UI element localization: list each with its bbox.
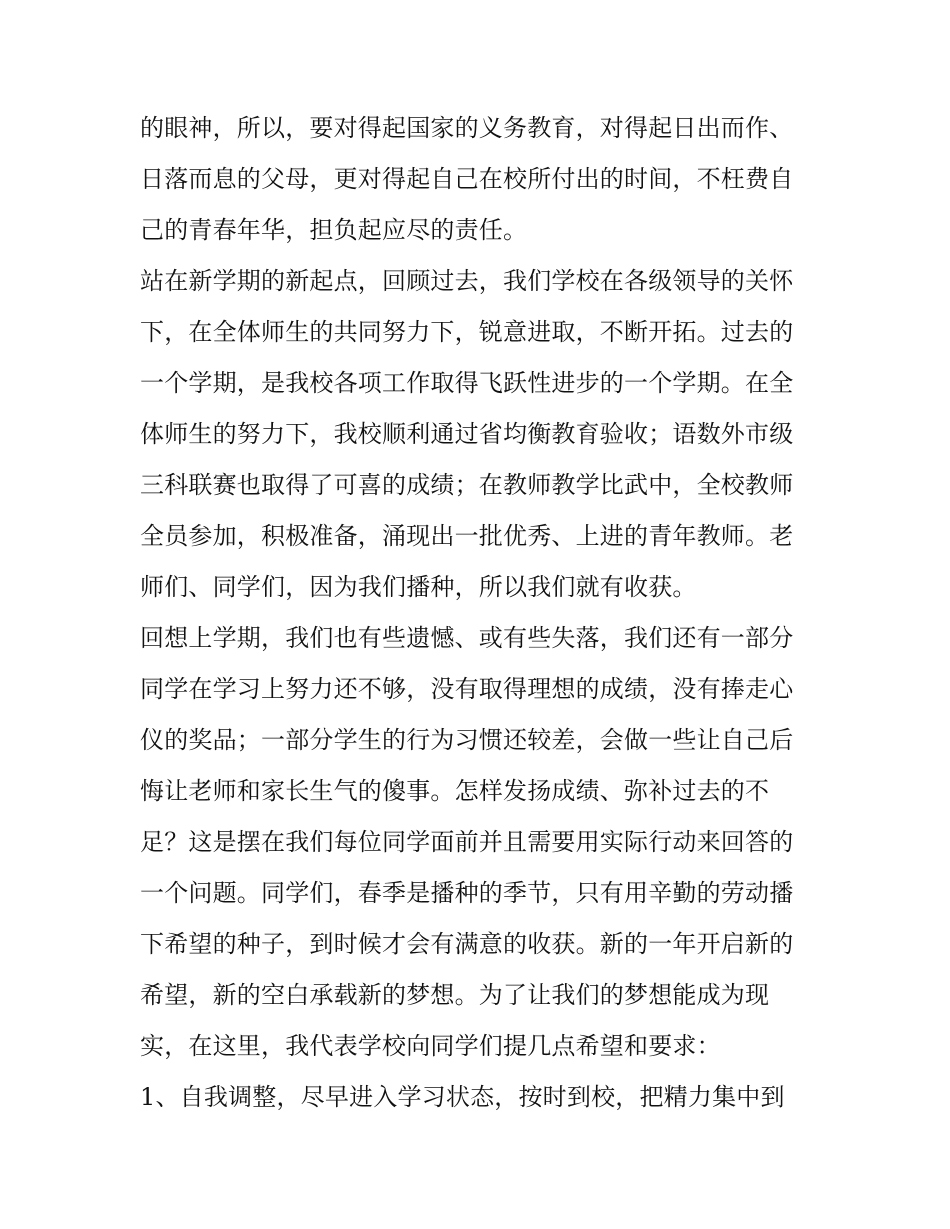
text-line: 站在新学期的新起点，回顾过去，我们学校在各级领导的关怀	[140, 267, 794, 295]
text-line: 足？这是摆在我们每位同学面前并且需要用实际行动来回答的	[140, 828, 794, 856]
text-line: 下希望的种子，到时候才会有满意的收获。新的一年开启新的	[140, 930, 794, 958]
text-line: 一个问题。同学们，春季是播种的季节，只有用辛勤的劳动播	[140, 879, 794, 907]
text-line: 一个学期，是我校各项工作取得飞跃性进步的一个学期。在全	[140, 369, 794, 397]
text-line: 三科联赛也取得了可喜的成绩；在教师教学比武中，全校教师	[140, 471, 794, 499]
text-line: 悔让老师和家长生气的傻事。怎样发扬成绩、弥补过去的不	[140, 777, 770, 805]
text-line: 己的青春年华，担负起应尽的责任。	[140, 216, 528, 244]
text-line: 1、自我调整，尽早进入学习状态，按时到校，把精力集中到	[140, 1083, 785, 1111]
text-line: 日落而息的父母，更对得起自己在校所付出的时间，不枉费自	[140, 165, 794, 193]
text-line: 下，在全体师生的共同努力下，锐意进取，不断开拓。过去的	[140, 318, 794, 346]
text-line: 全员参加，积极准备，涌现出一批优秀、上进的青年教师。老	[140, 522, 794, 550]
text-line: 希望，新的空白承载新的梦想。为了让我们的梦想能成为现	[140, 981, 770, 1009]
text-line: 仪的奖品；一部分学生的行为习惯还较差，会做一些让自己后	[140, 726, 794, 754]
text-line: 同学在学习上努力还不够，没有取得理想的成绩，没有捧走心	[140, 675, 794, 703]
text-line: 师们、同学们，因为我们播种，所以我们就有收获。	[140, 573, 697, 601]
text-line: 的眼神，所以，要对得起国家的义务教育，对得起日出而作、	[140, 114, 794, 142]
text-line: 回想上学期，我们也有些遗憾、或有些失落，我们还有一部分	[140, 624, 794, 652]
text-line: 体师生的努力下，我校顺利通过省均衡教育验收；语数外市级	[140, 420, 794, 448]
text-line: 实，在这里，我代表学校向同学们提几点希望和要求：	[140, 1032, 721, 1060]
